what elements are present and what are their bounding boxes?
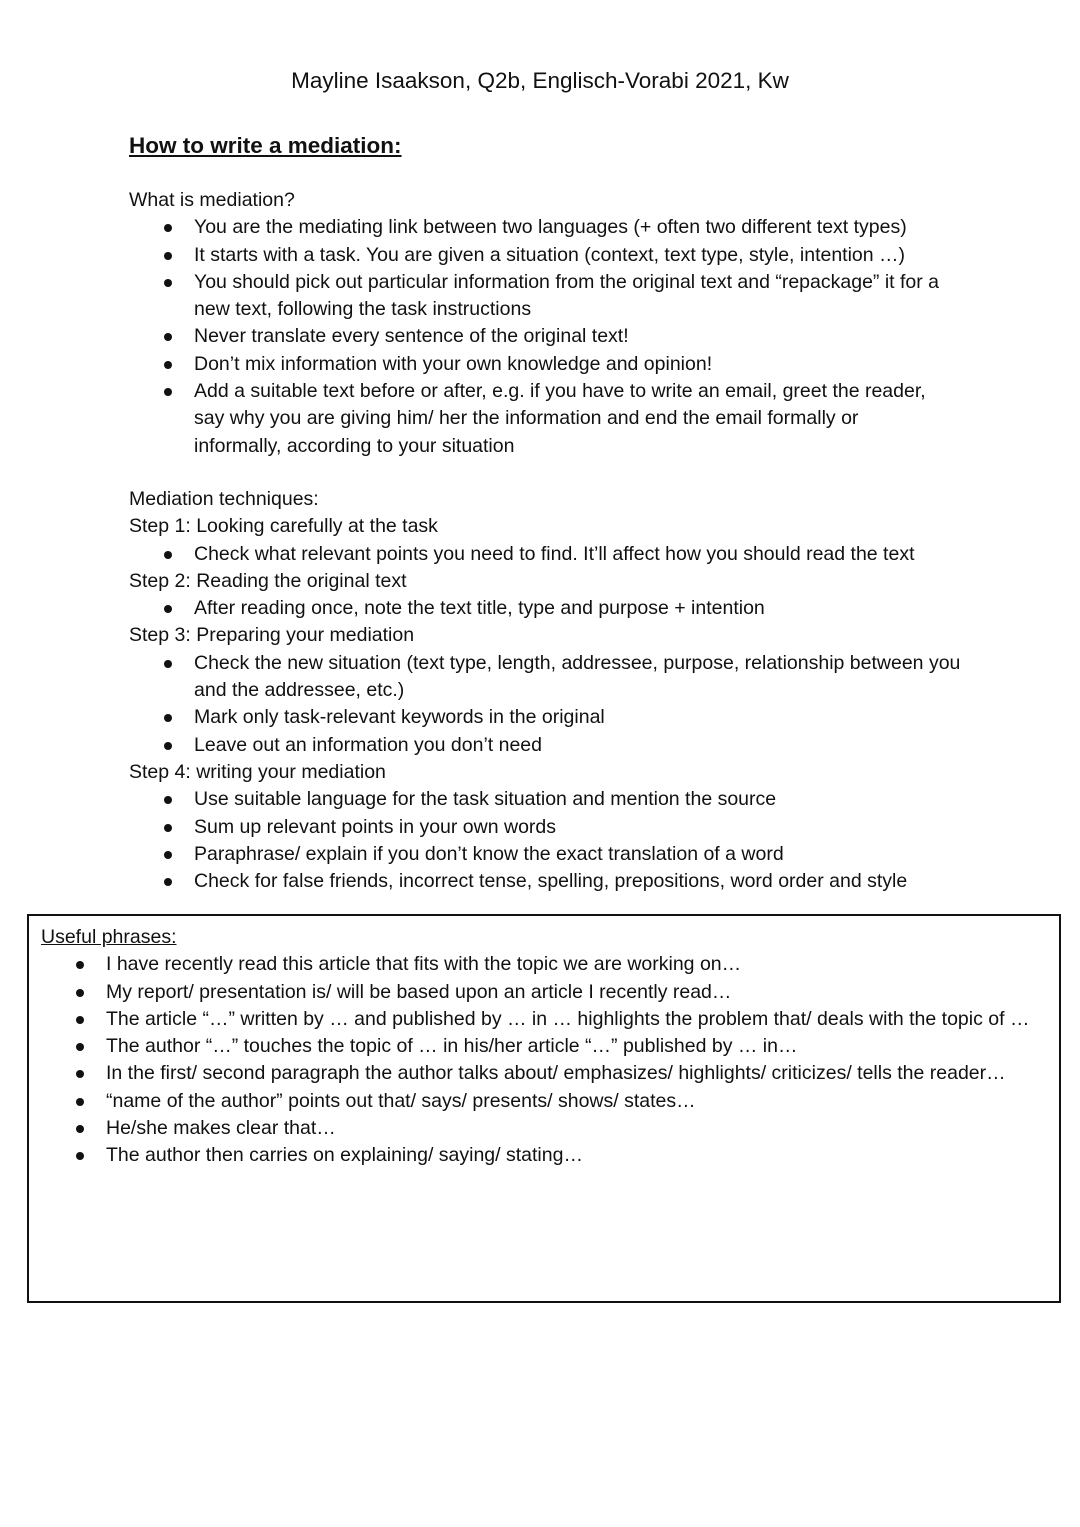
spacer [129,460,969,486]
list-item: Sum up relevant points in your own words [194,814,969,841]
step-4-list [129,786,969,895]
what-is-list [129,214,969,460]
list-item: Never translate every sentence of the original text! [194,323,969,350]
list-item: Don’t mix information with your own knowledge and opinion! [194,351,969,378]
step-label: Step 4: writing your mediation [129,760,386,783]
step-label: Step 3: Preparing your mediation [129,624,415,647]
step-label: Step 2: Reading the original text [129,569,407,592]
list-item: In the first/ second paragraph the author talks about/ emphasizes/ highlights/ criticizes/ tells the reader… [106,1060,1045,1087]
step-3-list [129,650,969,759]
list-item: Check for false friends, incorrect tense, spelling, prepositions, word order and style [194,868,969,895]
list-item: It starts with a task. You are given a situation (context, text type, style, intention …) [194,242,969,269]
step-1-list [129,541,969,568]
list-item: “name of the author” points out that/ says/ presents/ shows/ states… [106,1088,1045,1115]
list-item: Check what relevant points you need to find. It’ll affect how you should read the text [194,541,969,568]
list-item: The author “…” touches the topic of … in his/her article “…” published by … in… [106,1033,1045,1060]
list-item: My report/ presentation is/ will be based upon an article I recently read… [106,979,1045,1006]
phrases-list [41,951,1045,1169]
list-item: I have recently read this article that fits with the topic we are working on… [106,951,1045,978]
list-item: The article “…” written by … and published by … in … highlights the problem that/ deals with the topic of … [106,1006,1045,1033]
useful-phrases-heading: Useful phrases: [41,926,177,948]
list-item: Check the new situation (text type, length, addressee, purpose, relationship between you and the addressee, etc.) [194,650,969,705]
list-item: You should pick out particular information from the original text and “repackage” it for a new text, following the task instructions [194,269,969,324]
list-item: Leave out an information you don’t need [194,732,969,759]
page-title: How to write a mediation: [129,133,402,158]
list-item: After reading once, note the text title, type and purpose + intention [194,595,969,622]
list-item: You are the mediating link between two languages (+ often two different text types) [194,214,969,241]
step-label: Step 1: Looking carefully at the task [129,515,438,538]
list-item: The author then carries on explaining/ saying/ stating… [106,1142,1045,1169]
document-header: Mayline Isaakson, Q2b, Englisch-Vorabi 2021, Kw [291,68,789,93]
section-heading-techniques: Mediation techniques: [129,487,319,510]
useful-phrases-content [41,924,1045,1170]
section-heading-what-is: What is mediation? [129,189,295,211]
useful-phrases-box [27,914,1061,1303]
step-2-list [129,595,969,622]
list-item: Add a suitable text before or after, e.g. if you have to write an email, greet the reader, say why you are giving him/ her the information and end the email formally or informally, according to your situation [194,378,969,460]
list-item: Mark only task-relevant keywords in the original [194,704,969,731]
list-item: He/she makes clear that… [106,1115,1045,1142]
list-item: Use suitable language for the task situation and mention the source [194,786,969,813]
main-content [129,187,969,895]
list-item: Paraphrase/ explain if you don’t know the exact translation of a word [194,841,969,868]
